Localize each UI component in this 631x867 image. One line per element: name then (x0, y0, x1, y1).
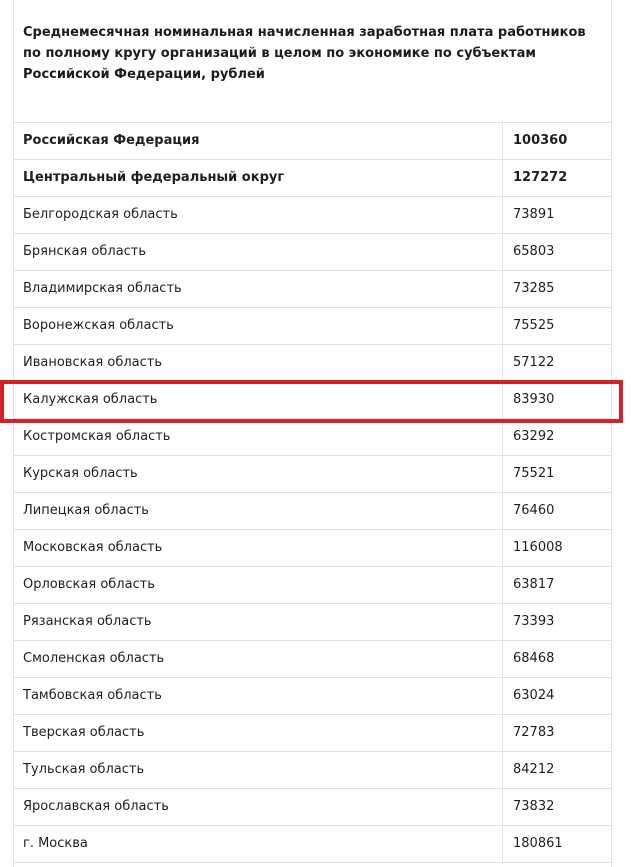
table-row (13, 641, 612, 678)
table-row (13, 493, 612, 530)
table-caption: Среднемесячная номинальная начисленная заработная плата работников по полному кругу организаций в целом по экономике по субъектам Российской Федерации, рублей (13, 0, 612, 123)
table-row (13, 567, 612, 604)
region-name-cell: Костромская область (13, 419, 503, 455)
salary-value-cell: 73393 (513, 614, 555, 629)
salary-value-cell: 68468 (513, 651, 555, 666)
salary-value-cell: 116008 (513, 540, 563, 555)
region-name-cell: Центральный федеральный округ (13, 160, 503, 196)
salary-value-cell: 84212 (513, 762, 555, 777)
region-name-cell: Ярославская область (13, 789, 503, 825)
table-row (13, 345, 612, 382)
region-name-cell: Калужская область (13, 382, 503, 418)
table-row (13, 456, 612, 493)
region-name-cell: Смоленская область (13, 641, 503, 677)
salary-value-cell: 73285 (513, 281, 555, 296)
table-row (13, 419, 612, 456)
salary-value-cell: 75521 (513, 466, 555, 481)
region-name-cell: Российская Федерация (13, 123, 503, 159)
table-row (13, 604, 612, 641)
salary-value-cell: 76460 (513, 503, 555, 518)
region-name-cell: Белгородская область (13, 197, 503, 233)
region-name-cell: Брянская область (13, 234, 503, 270)
salary-value-cell: 63817 (513, 577, 555, 592)
region-name-cell: Тульская область (13, 752, 503, 788)
table-row (13, 789, 612, 826)
table-row (13, 234, 612, 271)
salary-value-cell: 72783 (513, 725, 555, 740)
table-row (13, 160, 612, 197)
region-name-cell: Владимирская область (13, 271, 503, 307)
table-row (13, 123, 612, 160)
region-name-cell: Рязанская область (13, 604, 503, 640)
region-name-cell: Московская область (13, 530, 503, 566)
highlight-frame (0, 380, 623, 423)
region-name-cell: Курская область (13, 456, 503, 492)
table-row (13, 530, 612, 567)
region-name-cell: Орловская область (13, 567, 503, 603)
region-name-cell: Липецкая область (13, 493, 503, 529)
table-row (13, 678, 612, 715)
salary-value-cell: 83930 (513, 392, 555, 407)
salary-value-cell: 65803 (513, 244, 555, 259)
salary-value-cell: 75525 (513, 318, 555, 333)
table-row (13, 826, 612, 863)
region-name-cell: Ивановская область (13, 345, 503, 381)
region-name-cell: Тверская область (13, 715, 503, 751)
salary-value-cell: 180861 (513, 836, 563, 851)
table-row (13, 271, 612, 308)
region-name-cell: Воронежская область (13, 308, 503, 344)
salary-value-cell: 63024 (513, 688, 555, 703)
region-name-cell: Тамбовская область (13, 678, 503, 714)
salary-value-cell: 73832 (513, 799, 555, 814)
salary-value-cell: 127272 (513, 170, 568, 185)
salary-value-cell: 63292 (513, 429, 555, 444)
table-row (13, 752, 612, 789)
table-row (13, 197, 612, 234)
salary-value-cell: 100360 (513, 133, 568, 148)
table-row (13, 308, 612, 345)
salary-value-cell: 57122 (513, 355, 555, 370)
salary-value-cell: 73891 (513, 207, 555, 222)
region-name-cell: г. Москва (13, 826, 503, 862)
table-row (13, 715, 612, 752)
